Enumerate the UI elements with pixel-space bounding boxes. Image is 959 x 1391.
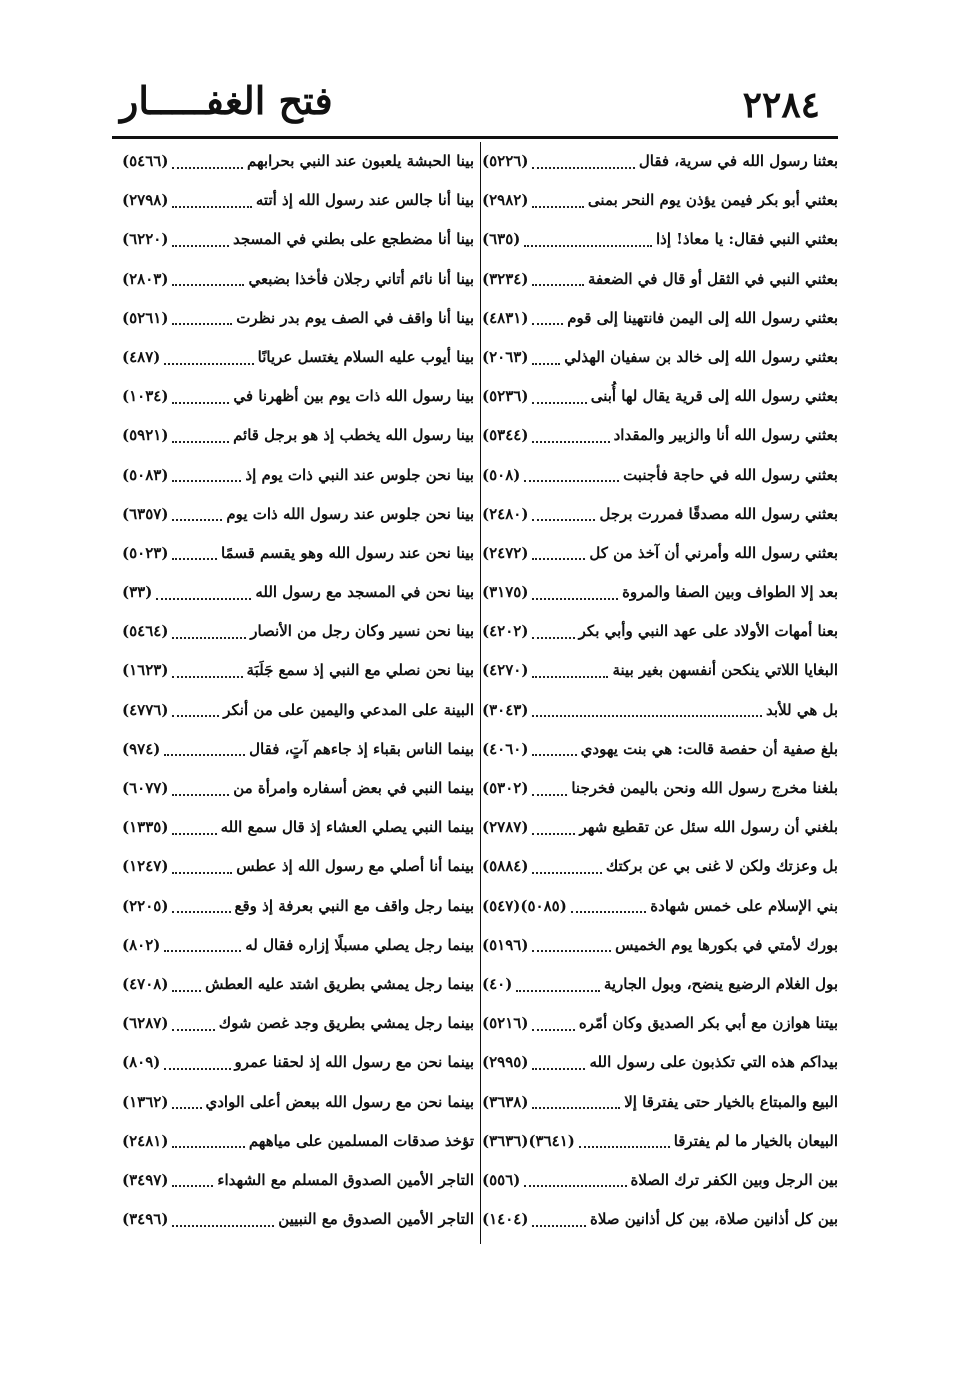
entry-reference: (٥٣٠٢) — [482, 779, 529, 797]
entry-text: بينا أنا جالس عند رسول الله إذ أتته — [255, 191, 474, 210]
dot-leader — [532, 872, 601, 874]
dot-leader — [172, 519, 222, 521]
dot-leader — [172, 284, 244, 286]
entry-text: البينة على المدعي واليمين على من أنكر — [223, 700, 474, 719]
dot-leader — [532, 206, 583, 208]
index-entry — [482, 142, 838, 181]
index-entry — [122, 338, 474, 377]
entry-text: التاجر الأمين الصدوق المسلم مع الشهداء — [217, 1170, 474, 1189]
index-entry — [482, 338, 838, 377]
entry-reference: (١٠٣٤) — [122, 387, 169, 406]
entry-reference: (١٣٣٥) — [122, 818, 169, 837]
index-entry — [122, 887, 474, 926]
entry-text: بين كل أذانين صلاة، بين كل أذانين صلاة — [590, 1210, 838, 1229]
index-entry — [122, 1043, 474, 1082]
entry-text: بني الإسلام على خمس شهادة — [650, 896, 838, 915]
entry-text: بعثنا رسول الله في سرية، فقال — [638, 152, 838, 170]
index-entry — [482, 416, 838, 455]
dot-leader — [156, 598, 251, 600]
index-entry — [482, 534, 838, 573]
entry-reference: (٥١٩٦) — [482, 935, 529, 954]
entry-reference: (٥٢٦١) — [122, 308, 169, 327]
dot-leader — [532, 363, 560, 365]
index-entry — [482, 691, 838, 730]
entry-text: بينما رجل يصلي مسبلًا إزاره فقال له — [245, 935, 474, 954]
entry-text: بينما رجل واقف مع النبي بعرفة إذ وقع — [234, 896, 474, 915]
entry-text: بينا رسول الله ذات يوم بين أظهرنا في — [233, 387, 474, 406]
index-entry — [122, 691, 474, 730]
entry-reference: (٥٤٦٦) — [122, 152, 169, 170]
index-entry — [482, 1083, 838, 1122]
dot-leader — [172, 676, 242, 678]
entry-reference: (٦٠٧٧) — [122, 779, 169, 797]
entry-text: بينا نحن جلوس عند رسول الله ذات يوم — [226, 504, 474, 523]
dot-leader — [172, 1225, 274, 1227]
entry-text: بعثني رسول الله إلى قرية يقال لها أُبنى — [590, 387, 838, 406]
index-entry — [122, 1200, 474, 1239]
entry-reference: (٦٣٥) — [482, 230, 521, 249]
dot-leader — [172, 323, 232, 325]
entry-reference: (٥٨٨٤) — [482, 857, 529, 876]
entry-text: بينما رجل يمشي بطريق وجد غصن شوك — [218, 1014, 474, 1033]
entry-reference: (٥٠٢٣) — [122, 543, 169, 562]
entry-reference: (٤٠٦٠) — [482, 739, 529, 758]
book-title: فتح الغفـــــار — [120, 78, 333, 123]
entry-reference: (٥٠٨٥)(٥٤٧) — [482, 896, 567, 915]
dot-leader — [532, 402, 586, 404]
index-column-right — [482, 142, 838, 1239]
index-entry — [122, 495, 474, 534]
index-entry — [482, 730, 838, 769]
entry-text: بعثني رسول الله أنا والزبير والمقداد — [613, 426, 838, 445]
index-entry — [122, 142, 474, 181]
entry-reference: (٢٧٨٧) — [482, 818, 529, 837]
page-number: ٢٢٨٤ — [742, 84, 820, 126]
entry-text: بلغني أن رسول الله سئل عن تقطيع شهر — [579, 818, 838, 837]
dot-leader — [164, 1068, 230, 1070]
entry-reference: (٣١٧٥) — [482, 583, 529, 602]
index-entry — [122, 1083, 474, 1122]
index-entry — [122, 260, 474, 299]
entry-reference: (٢٤٨١) — [122, 1131, 169, 1150]
index-columns — [112, 142, 838, 1252]
entry-text: بينما رجل يمشي بطريق اشتد عليه العطش — [205, 974, 474, 993]
entry-reference: (٦٣٥٧) — [122, 504, 169, 523]
index-entry — [122, 965, 474, 1004]
dot-leader — [172, 167, 243, 169]
entry-text: بلغنا مخرج رسول الله ونحن باليمن فخرجنا — [571, 779, 838, 797]
dot-leader — [172, 872, 232, 874]
entry-reference: (١٢٤٧) — [122, 857, 169, 876]
dot-leader — [532, 441, 609, 443]
dot-leader — [172, 402, 229, 404]
dot-leader — [172, 206, 251, 208]
index-entry — [482, 1043, 838, 1082]
entry-text: بينا أنا واقف في الصف يوم بدر نظرت — [236, 308, 474, 327]
index-entry — [122, 181, 474, 220]
entry-text: بينما الناس بقباء إذ جاءهم آتٍ، فقال — [249, 739, 474, 758]
entry-text: بينا نحن عند رسول الله وهو يقسم قسمًا — [220, 543, 474, 562]
dot-leader — [172, 715, 219, 717]
index-entry — [122, 416, 474, 455]
entry-text: بعثني رسول الله إلى خالد بن سفيان الهذلي — [564, 347, 838, 366]
entry-reference: (٤٢٠٢) — [482, 622, 529, 641]
dot-leader — [532, 284, 584, 286]
index-entry — [482, 260, 838, 299]
entry-reference: (٥٤٦٤) — [122, 622, 169, 641]
dot-leader — [172, 1029, 214, 1031]
dot-leader — [172, 794, 229, 796]
dot-leader — [532, 950, 611, 952]
entry-reference: (٥٠٨) — [482, 465, 521, 484]
dot-leader — [516, 990, 600, 992]
column-divider — [480, 142, 481, 1244]
index-entry — [122, 651, 474, 690]
index-entry — [122, 1004, 474, 1043]
entry-text: بينما نحن مع رسول الله إذ لحقنا عمرو — [234, 1053, 474, 1072]
entry-reference: (٣٤٩٦) — [122, 1210, 169, 1229]
entry-text: بعثني أبو بكر فيمن يؤذن يوم النحر بمنى — [587, 191, 838, 210]
index-entry — [482, 377, 838, 416]
index-entry — [482, 926, 838, 965]
index-entry — [482, 612, 838, 651]
entry-reference: (٣٦٤١)(٣٦٣٦) — [482, 1131, 575, 1150]
index-entry — [482, 847, 838, 886]
index-entry — [122, 220, 474, 259]
dot-leader — [532, 1029, 574, 1031]
entry-text: بول الغلام الرضيع ينضح، وبول الجارية — [603, 974, 838, 993]
entry-reference: (٥٢١٦) — [482, 1014, 529, 1033]
dot-leader — [172, 558, 217, 560]
entry-text: بل هي للأبد — [766, 700, 838, 719]
entry-text: بين الرجل وبين الكفر ترك الصلاة — [630, 1170, 838, 1189]
entry-reference: (٨٠٢) — [122, 935, 161, 954]
entry-text: تؤخذ صدقات المسلمين على مياههم — [248, 1131, 474, 1150]
index-entry — [122, 769, 474, 808]
entry-reference: (١٣٦٢) — [122, 1092, 169, 1111]
entry-reference: (٥٠٨٣) — [122, 465, 169, 484]
entry-text: التاجر الأمين الصدوق مع النبيين — [278, 1210, 474, 1229]
index-entry — [122, 926, 474, 965]
entry-reference: (٢٧٩٨) — [122, 191, 169, 210]
dot-leader — [172, 911, 230, 913]
index-entry — [482, 573, 838, 612]
entry-text: بل وعزتك ولكن لا غنى بي عن بركتك — [605, 857, 838, 876]
entry-text: البيع والمبتاع بالخيار حتى يفترقا إلا — [624, 1092, 838, 1111]
index-entry — [122, 299, 474, 338]
index-entry — [482, 1161, 838, 1200]
index-entry — [482, 456, 838, 495]
entry-text: بعد إلا الطواف وبين الصفا والمروة — [622, 583, 838, 602]
entry-text: بعثني النبي في الثقل أو قال في الضعفة — [587, 269, 838, 288]
entry-reference: (٣٤٩٧) — [122, 1170, 169, 1189]
entry-text: بينا نحن جلوس عند النبي ذات يوم إذ — [245, 465, 474, 484]
dot-leader — [532, 676, 608, 678]
entry-reference: (٤٨٧) — [122, 347, 161, 366]
index-entry — [122, 1161, 474, 1200]
entry-reference: (٥٥٦) — [482, 1170, 521, 1189]
entry-reference: (٤٠) — [482, 974, 513, 993]
entry-text: بينما النبي في بعض أسفاره وامرأة من — [233, 779, 474, 797]
index-column-left — [122, 142, 474, 1239]
dot-leader — [164, 363, 253, 365]
dot-leader — [579, 1146, 670, 1148]
entry-text: بينما نحن مع رسول الله ببعض أعلى الوادي — [205, 1092, 474, 1111]
entry-text: بينا أنا نائم أتاني رجلان فأخذا بضبعي — [248, 269, 474, 288]
entry-reference: (٥٣٤٤) — [482, 426, 529, 445]
index-entry — [482, 299, 838, 338]
entry-text: بينا نحن نصلي مع النبي إذ سمع جَلَبَة — [246, 661, 474, 680]
index-entry — [482, 220, 838, 259]
index-entry — [482, 1122, 838, 1161]
entry-text: بعثني رسول الله وأمرني أن آخذ من كل — [589, 543, 838, 562]
dot-leader — [524, 1185, 626, 1187]
entry-text: بعثني النبي فقال: يا معاذ! إذا — [656, 230, 838, 249]
dot-leader — [524, 245, 652, 247]
index-entry — [482, 887, 838, 926]
dot-leader — [532, 1068, 585, 1070]
entry-text: بعثني رسول الله إلى اليمن فانتهينا إلى قوم — [567, 308, 838, 327]
dot-leader — [532, 794, 567, 796]
index-entry — [122, 573, 474, 612]
entry-reference: (٢٢٠٥) — [122, 896, 169, 915]
entry-reference: (٢٠٦٣) — [482, 347, 529, 366]
dot-leader — [172, 480, 241, 482]
entry-text: بيتنا هوازن مع أبي بكر الصديق وكان أمّره — [578, 1014, 838, 1033]
entry-text: بينما أنا أصلي مع رسول الله إذ عطس — [236, 857, 474, 876]
dot-leader — [532, 1225, 586, 1227]
dot-leader — [532, 323, 563, 325]
entry-text: بينا أيوب عليه السلام يغتسل عريانًا — [257, 347, 474, 366]
index-entry — [122, 612, 474, 651]
entry-text: بعنا أمهات الأولاد على عهد النبي وأبي بكر — [578, 622, 838, 641]
index-entry — [122, 730, 474, 769]
index-entry — [122, 456, 474, 495]
index-entry — [482, 495, 838, 534]
entry-text: بينا نحن في المسجد مع رسول الله — [255, 583, 474, 602]
page-header — [112, 78, 838, 138]
entry-text: بينا الحبشة يلعبون عند النبي بحرابهم — [247, 152, 474, 170]
entry-reference: (٣٠٤٣) — [482, 700, 529, 719]
dot-leader — [172, 833, 216, 835]
entry-reference: (٤٧٧٦) — [122, 700, 169, 719]
index-entry — [122, 377, 474, 416]
entry-text: بينا أنا مضطجع على بطني في المسجد — [232, 230, 474, 249]
index-entry — [482, 181, 838, 220]
dot-leader — [172, 441, 229, 443]
entry-reference: (٢٤٨٠) — [482, 504, 529, 523]
dot-leader — [172, 990, 201, 992]
entry-text: بينما النبي يصلي العشاء إذ قال سمع الله — [220, 818, 474, 837]
entry-reference: (٥٩٢١) — [122, 426, 169, 445]
dot-leader — [532, 1107, 620, 1109]
entry-text: بعثني رسول الله في حاجة فأجنبت — [623, 465, 838, 484]
entry-text: البغايا اللاتي ينكحن أنفسهن بغير بينة — [612, 661, 838, 680]
index-entry — [482, 651, 838, 690]
entry-reference: (٢٤٧٢) — [482, 543, 529, 562]
dot-leader — [172, 1146, 244, 1148]
dot-leader — [571, 911, 646, 913]
entry-reference: (٤٨٣١) — [482, 308, 529, 327]
entry-text: بينا نحن نسير وكان رجل من الأنصار — [250, 622, 474, 641]
entry-reference: (٤٧٠٨) — [122, 974, 169, 993]
entry-reference: (١٦٢٣) — [122, 661, 169, 680]
entry-reference: (٤٢٧٠) — [482, 661, 529, 680]
index-entry — [482, 1200, 838, 1239]
dot-leader — [532, 754, 576, 756]
entry-reference: (٦٢٨٧) — [122, 1014, 169, 1033]
index-entry — [482, 808, 838, 847]
dot-leader — [532, 598, 618, 600]
entry-reference: (٩٧٤) — [122, 739, 161, 758]
index-entry — [122, 847, 474, 886]
entry-text: بورك لأمتي في بكورها يوم الخميس — [615, 935, 838, 954]
entry-reference: (٥٢٣٦) — [482, 387, 529, 406]
entry-text: بلغ صفية أن حفصة قالت: هي بنت يهودي — [580, 739, 838, 758]
dot-leader — [532, 167, 634, 169]
index-entry — [482, 965, 838, 1004]
entry-reference: (٥٢٢٦) — [482, 152, 529, 170]
entry-reference: (٦٢٢٠) — [122, 230, 169, 249]
entry-reference: (١٤٠٤) — [482, 1210, 529, 1229]
entry-text: بيداكم هذه التي تكذبون على رسول الله — [589, 1053, 838, 1072]
entry-text: البيعان بالخيار ما لم يفترقا — [673, 1131, 838, 1150]
entry-reference: (٢٨٠٣) — [122, 269, 169, 288]
header-rule — [112, 136, 838, 139]
index-entry — [122, 534, 474, 573]
index-entry — [122, 1122, 474, 1161]
dot-leader — [164, 754, 245, 756]
dot-leader — [172, 1107, 201, 1109]
dot-leader — [172, 245, 229, 247]
entry-reference: (٢٩٨٢) — [482, 191, 529, 210]
dot-leader — [164, 950, 241, 952]
dot-leader — [532, 558, 585, 560]
entry-text: بعثني رسول الله مصدقًا فمررت برجل — [599, 504, 838, 523]
dot-leader — [532, 519, 595, 521]
dot-leader — [524, 480, 619, 482]
dot-leader — [532, 637, 574, 639]
index-entry — [122, 808, 474, 847]
dot-leader — [532, 715, 762, 717]
dot-leader — [532, 833, 575, 835]
entry-reference: (٣٦٣٨) — [482, 1092, 529, 1111]
entry-reference: (٨٠٩) — [122, 1053, 161, 1072]
index-entry — [482, 769, 838, 808]
index-entry — [482, 1004, 838, 1043]
entry-text: بينا رسول الله يخطب إذ هو برجل قائم — [233, 426, 474, 445]
entry-reference: (٣٢٣٤) — [482, 269, 529, 288]
entry-reference: (٢٩٩٥) — [482, 1053, 529, 1072]
entry-reference: (٣٣) — [122, 583, 153, 602]
dot-leader — [172, 1185, 213, 1187]
dot-leader — [172, 637, 246, 639]
